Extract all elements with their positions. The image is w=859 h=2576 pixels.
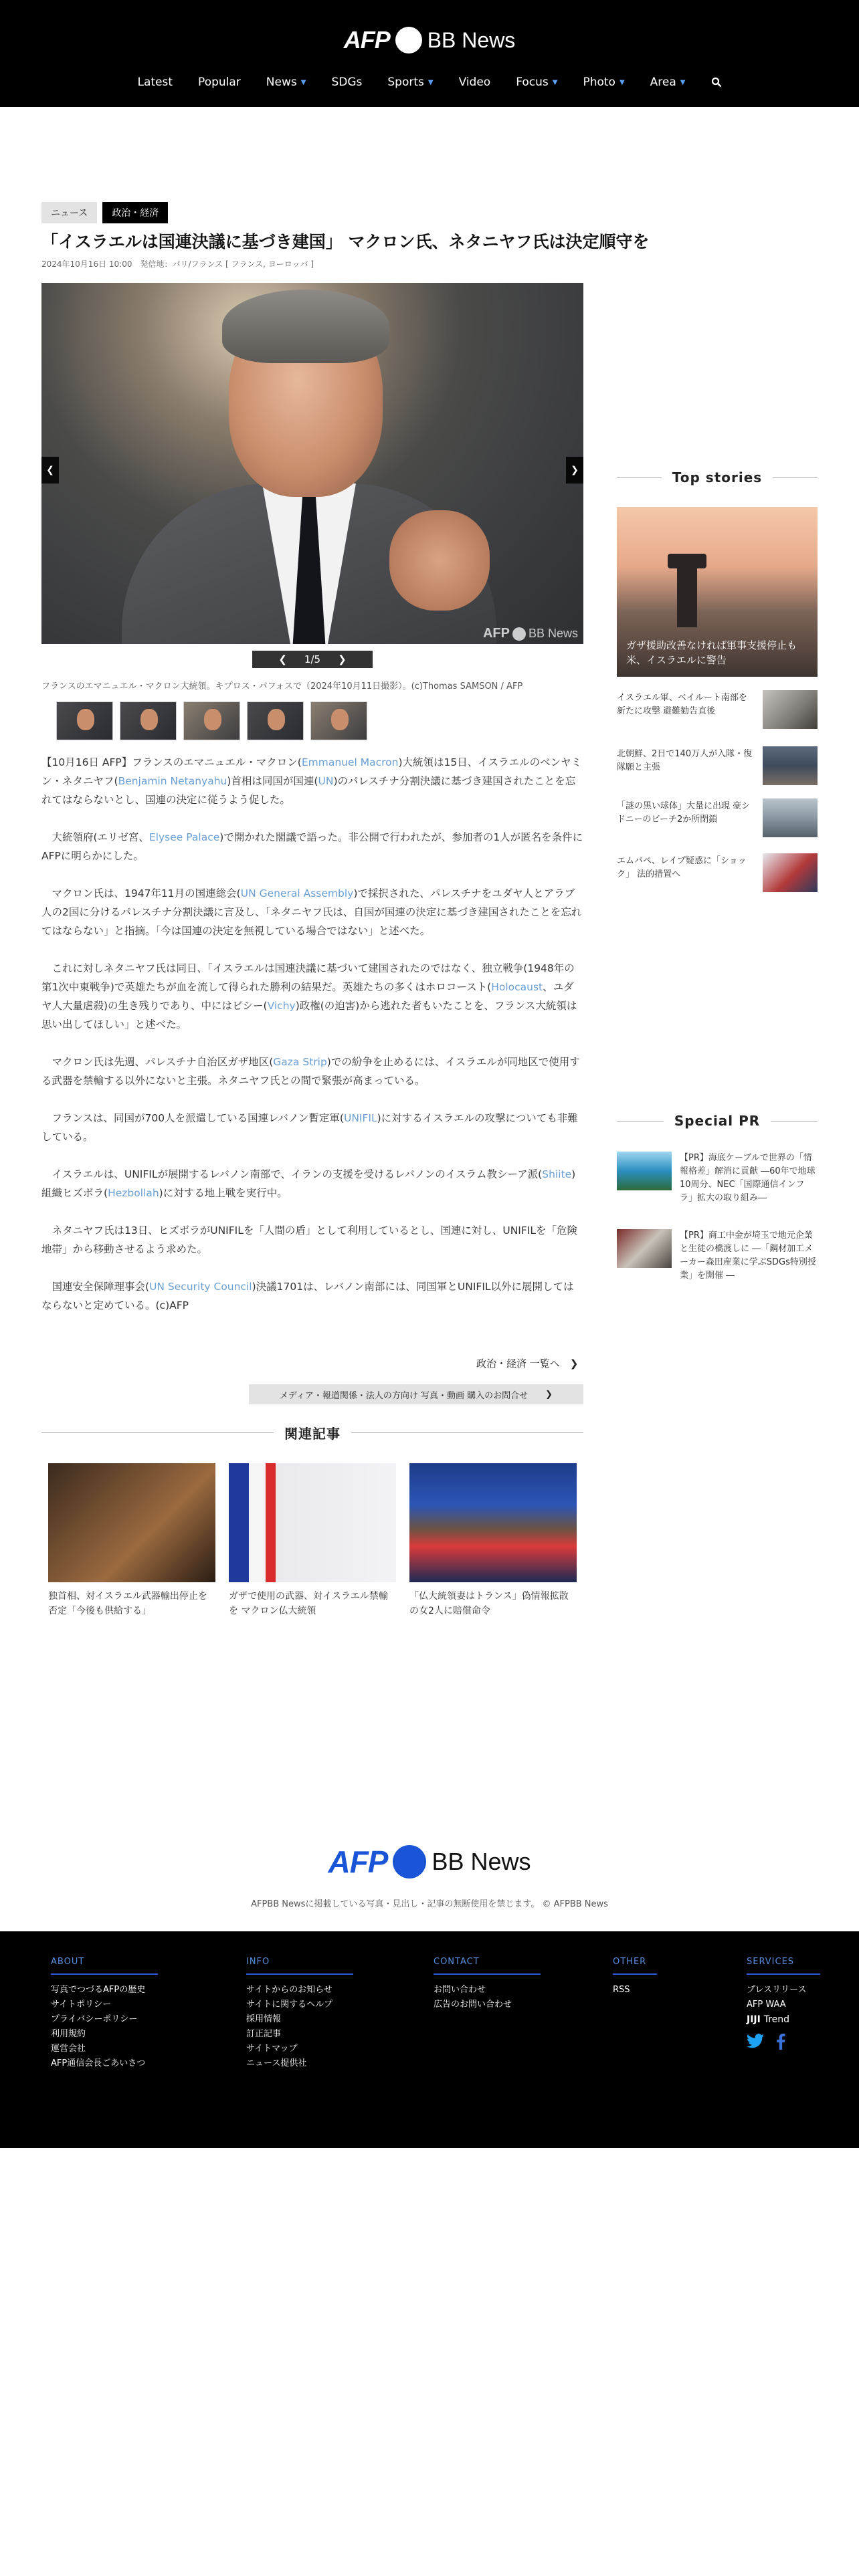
article-photo — [41, 283, 583, 644]
english-term-link[interactable]: Gaza Strip — [273, 1056, 327, 1068]
paragraph-text: フランスは、同国が700人を派遣している国連レバノン暫定軍( — [52, 1112, 344, 1124]
paragraph-text: )に対する地上戦を実行中。 — [159, 1187, 288, 1199]
footer-link[interactable]: サイトに関するヘルプ — [246, 2000, 333, 2010]
english-term-link[interactable]: Benjamin Netanyahu — [118, 775, 227, 787]
english-term-link[interactable]: UN — [318, 775, 334, 787]
paragraph-text: 国連安全保障理事会( — [52, 1281, 150, 1293]
paragraph-text: )での紛争を止めるには、イスラエルが同地区で使用する武器を禁輸する以外にないと主張。ネタニヤフ氏との間で緊張が高まっている。 — [41, 1056, 580, 1087]
search-icon[interactable] — [711, 77, 722, 88]
footer-column-contact — [434, 1957, 541, 2012]
article-paragraph — [41, 828, 583, 865]
divider — [351, 1432, 583, 1433]
more-link-label: 政治・経済 一覧へ — [476, 1358, 560, 1370]
footer-link[interactable]: サイトからのお知らせ — [246, 1985, 332, 1995]
social-links — [747, 2034, 820, 2052]
paragraph-text: )のパレスチナ分割決議に基づき建国されたことを忘れてはならないとし、国連の決定に従うよう促した。 — [41, 775, 576, 806]
photo-thumbnail[interactable] — [247, 702, 304, 740]
footer-heading: ABOUT — [51, 1957, 158, 1975]
top-story-title: エムバペ、レイプ疑惑に「ショック」 法的措置へ — [617, 856, 747, 879]
related-article[interactable] — [229, 1463, 396, 1618]
article-paragraph — [41, 1165, 583, 1202]
related-heading — [41, 1423, 583, 1442]
pr-title: 【PR】海底ケーブルで世界の「情報格差」解消に貢献 ―60年で地球10周分、NEC「国際通信インフラ」拡大の取り組み― — [680, 1153, 816, 1203]
article-title: 「イスラエルは国連決議に基づき建国」 マクロン氏、ネタニヤフ氏は決定順守を — [41, 232, 650, 251]
nav-photo[interactable] — [583, 76, 624, 89]
slide-prev-button[interactable] — [41, 457, 59, 484]
photo-pager — [252, 651, 373, 668]
related-article[interactable] — [409, 1463, 577, 1618]
tag-politics-economy[interactable]: 政治・経済 — [102, 202, 168, 223]
pr-image — [617, 1229, 672, 1268]
article-paragraph — [41, 884, 583, 940]
article-paragraph — [41, 1053, 583, 1090]
english-term-link[interactable]: Holocaust — [491, 981, 543, 993]
chevron-down-icon: ▼ — [619, 78, 625, 86]
article-body — [41, 753, 583, 1333]
slide-next-button[interactable] — [566, 457, 583, 484]
purchase-inquiry-button[interactable] — [249, 1384, 583, 1404]
photo-thumbnails — [56, 702, 367, 740]
watermark-bb: BB News — [528, 627, 578, 640]
footer-logo-dot — [393, 1845, 426, 1879]
paragraph-text: これに対しネタニヤフ氏は同日、「イスラエルは国連決議に基づいて建国されたのではなく、独立戦争(1948年の第1次中東戦争)で英雄たちが血を流して得られた勝利の結果だ。英雄たちの多くはホロコースト( — [41, 962, 575, 993]
paragraph-text: 大統領府(エリゼ宮、 — [52, 831, 149, 843]
footer-link[interactable]: 訂正記事 — [246, 2029, 282, 2039]
related-heading-label: 関連記事 — [284, 1426, 341, 1442]
paragraph-text: 、ユダヤ人大量虐殺)の生き残りであり、中にはビシー( — [41, 981, 574, 1012]
footer-heading: SERVICES — [747, 1957, 820, 1975]
special-pr-heading — [617, 1113, 818, 1129]
footer-link[interactable]: AFP通信会長ごあいさつ — [51, 2058, 146, 2068]
article-paragraph — [41, 1109, 583, 1146]
top-stories-label: Top stories — [672, 469, 763, 486]
watermark-dot — [512, 627, 526, 641]
footer-link[interactable]: サイトマップ — [246, 2044, 298, 2054]
article-paragraph — [41, 959, 583, 1034]
footer-link[interactable]: 採用情報 — [246, 2014, 282, 2024]
english-term-link[interactable]: UN Security Council — [149, 1281, 252, 1293]
footer-link[interactable]: サイトポリシー — [51, 2000, 112, 2010]
pr-image — [617, 1152, 672, 1190]
footer-column-about — [51, 1957, 158, 2071]
paragraph-text: イスラエルは、UNIFILが展開するレバノン南部で、イランの支援を受けるレバノンのイスラム教シーア派( — [52, 1168, 543, 1180]
chevron-right-icon: ❯ — [571, 465, 579, 475]
photo-thumbnail[interactable] — [183, 702, 240, 740]
top-story-title: イスラエル軍、ベイルート南部を新たに攻撃 避難勧告直後 — [617, 693, 747, 716]
footer-link[interactable]: 写真でつづるAFPの歴史 — [51, 1985, 146, 1995]
footer-heading: OTHER — [613, 1957, 657, 1975]
related-title: ガザで使用の武器、対イスラエル禁輸を マクロン仏大統領 — [229, 1591, 388, 1616]
copyright-notice: AFPBB Newsに掲載している写真・見出し・記事の無断使用を禁じます。 © AFPBB News — [251, 1899, 608, 1909]
top-story-image — [763, 746, 818, 785]
nav-label: Latest — [137, 76, 173, 89]
facebook-icon[interactable] — [776, 2034, 785, 2052]
footer-heading: CONTACT — [434, 1957, 541, 1975]
footer-link[interactable]: プレスリリース — [747, 1985, 807, 1995]
nav-label: Focus — [516, 76, 549, 89]
nav-label: Area — [650, 76, 676, 89]
top-story-image — [763, 798, 818, 837]
logo-dot — [395, 27, 422, 53]
chevron-right-icon: ❯ — [545, 1389, 553, 1400]
chevron-down-icon: ▼ — [427, 78, 434, 86]
nav-sdgs[interactable] — [331, 76, 362, 89]
footer-link[interactable]: 広告のお問い合わせ — [434, 2000, 512, 2010]
photo-thumbnail[interactable] — [310, 702, 367, 740]
paragraph-text: )で採択された、パレスチナをユダヤ人とアラブ人の2国に分けるパレスチナ分割決議に言及し、「ネタニヤフ氏は、自国が国連の決定に基づき建国されたことを忘れてはならない」と指摘。「今は国連の決定を無視している場合ではない」と述べた。 — [41, 887, 582, 937]
divider — [773, 477, 818, 478]
chevron-right-icon: ❯ — [569, 1358, 579, 1370]
divider — [617, 477, 662, 478]
feature-image-tower — [677, 554, 697, 627]
article-meta: 2024年10月16日 10:00 発信地：パリ/フランス [ フランス, ヨーロッパ ] — [41, 259, 314, 269]
paragraph-text: )首相は同国が国連( — [227, 775, 318, 787]
photo-figure-hand — [389, 510, 490, 611]
english-term-link[interactable]: Vichy — [267, 1000, 296, 1012]
nav-video[interactable] — [459, 76, 491, 89]
top-story-item[interactable] — [617, 690, 818, 732]
footer-link[interactable]: ニュース提供社 — [246, 2058, 307, 2068]
pager-next-icon[interactable]: ❯ — [338, 653, 347, 665]
nav-focus[interactable] — [516, 76, 557, 89]
chevron-down-icon: ▼ — [680, 78, 686, 86]
logo-afp-text: AFP — [343, 26, 390, 53]
nav-area[interactable] — [650, 76, 686, 89]
footer-logo[interactable] — [0, 1842, 859, 1882]
article-tags — [41, 202, 168, 223]
english-term-link[interactable]: Elysee Palace — [149, 831, 220, 843]
paragraph-text: )組織ヒズボラ( — [41, 1168, 576, 1199]
paragraph-text: )で開かれた閣議で語った。非公開で行われたが、参加者の1人が匿名を条件にAFPに明らかにした。 — [41, 831, 583, 862]
paragraph-text: )政権(の迫害)から逃れた者もいたことを、フランス大統領は思い出してほしい」と述べた。 — [41, 1000, 577, 1031]
top-story-image — [763, 690, 818, 729]
paragraph-text: 【10月16日 AFP】フランスのエマニュエル・マクロン( — [41, 756, 302, 768]
footer-column-services — [747, 1957, 820, 2052]
nav-label: Video — [458, 76, 491, 89]
footer-link[interactable]: お問い合わせ — [434, 1985, 486, 1995]
nav-label: SDGs — [331, 76, 363, 89]
footer-link[interactable]: 利用規約 — [51, 2029, 86, 2039]
nav-label: Photo — [583, 76, 615, 89]
nav-label: News — [266, 76, 297, 89]
watermark-afp: AFP — [482, 626, 510, 641]
footer-logo-afp: AFP — [328, 1844, 388, 1879]
tag-news[interactable]: ニュース — [41, 202, 97, 223]
photo-watermark — [483, 626, 578, 641]
feature-caption: ガザ援助改善なければ軍事支援停止も 米、イスラエルに警告 — [626, 639, 797, 666]
chevron-down-icon: ▼ — [300, 78, 306, 86]
logo-bb-text: BB News — [427, 27, 516, 52]
twitter-icon[interactable] — [747, 2034, 764, 2052]
related-image — [229, 1463, 396, 1582]
jiji-bold: JIJI — [747, 2014, 761, 2025]
top-story-title: 北朝鮮、2日で140万人が入隊・復隊願と主張 — [617, 749, 753, 772]
english-term-link[interactable]: UN General Assembly — [240, 887, 354, 899]
footer-link[interactable]: プライバシーポリシー — [51, 2014, 138, 2024]
photo-thumbnail[interactable] — [56, 702, 113, 740]
top-story-item[interactable] — [617, 746, 818, 788]
paragraph-text: )大統領は15日、イスラエルのベンヤミン・ネタニヤフ( — [41, 756, 582, 787]
paragraph-text: マクロン氏は、1947年11月の国連総会( — [52, 887, 241, 899]
related-title: 「仏大統領妻はトランス」偽情報拡散の女2人に賠償命令 — [409, 1591, 569, 1616]
pr-item[interactable] — [617, 1152, 818, 1203]
site-logo[interactable] — [0, 23, 859, 58]
chevron-left-icon: ❮ — [46, 465, 54, 475]
site-footer — [0, 1931, 859, 2148]
special-pr-label: Special PR — [674, 1113, 761, 1129]
top-story-title: 「謎の黒い球体」大量に出現 豪シドニーのビーチ2か所閉鎖 — [617, 801, 751, 825]
footer-link[interactable]: AFP WAA — [747, 2000, 786, 2010]
footer-link-rss[interactable]: RSS — [613, 1985, 630, 1995]
jiji-rest: Trend — [763, 2014, 790, 2025]
photo-figure-hair — [222, 290, 389, 363]
footer-logo-bb: BB News — [432, 1848, 531, 1875]
related-article[interactable] — [48, 1463, 215, 1618]
pager-prev-icon[interactable]: ❮ — [278, 653, 287, 665]
nav-label: Sports — [387, 76, 424, 89]
article-paragraph — [41, 1277, 583, 1315]
photo-thumbnail[interactable] — [120, 702, 177, 740]
nav-latest[interactable] — [138, 76, 173, 89]
related-image — [48, 1463, 215, 1582]
paragraph-text: マクロン氏は先週、パレスチナ自治区ガザ地区( — [52, 1056, 274, 1068]
divider — [41, 1432, 274, 1433]
nav-sports[interactable] — [387, 76, 433, 89]
english-term-link[interactable]: Hezbollah — [108, 1187, 159, 1199]
top-story-item[interactable] — [617, 798, 818, 840]
english-term-link[interactable]: Emmanuel Macron — [301, 756, 399, 768]
paragraph-text: )に対するイスラエルの攻撃についても非難している。 — [41, 1112, 578, 1143]
top-story-image — [763, 853, 818, 892]
footer-column-info — [246, 1957, 353, 2071]
top-stories-heading — [617, 469, 818, 486]
paragraph-text: ネタニヤフ氏は13日、ヒズボラがUNIFILを「人間の盾」として利用しているとし、国連に対し、UNIFILを「危険地帯」から移動させるよう求めた。 — [41, 1224, 577, 1255]
nav-popular[interactable] — [198, 76, 241, 89]
footer-column-other — [613, 1957, 657, 1998]
related-title: 独首相、対イスラエル武器輸出停止を否定「今後も供給する」 — [48, 1591, 207, 1616]
pr-item[interactable] — [617, 1229, 818, 1281]
contact-bar-label: メディア・報道関係・法人の方向け 写真・動画 購入のお問合せ — [279, 1390, 529, 1401]
related-image — [409, 1463, 577, 1582]
article-paragraph — [41, 1221, 583, 1259]
footer-link[interactable]: 運営会社 — [51, 2044, 86, 2054]
footer-heading: INFO — [246, 1957, 353, 1975]
jiji-trend-link[interactable] — [747, 2012, 820, 2027]
site-header — [0, 0, 859, 107]
pager-count: 1/5 — [304, 653, 321, 665]
paragraph-text: )決議1701は、レバノン南部には、同国軍とUNIFIL以外に展開してはならないと定めている。(c)AFP — [41, 1281, 574, 1311]
nav-news[interactable] — [266, 76, 306, 89]
top-story-item[interactable] — [617, 853, 818, 895]
english-term-link[interactable]: Shiite — [542, 1168, 572, 1180]
photo-caption: フランスのエマニュエル・マクロン大統領。キプロス・パフォスで（2024年10月11日撮影）。(c)Thomas SAMSON / AFP — [41, 681, 523, 691]
pr-title: 【PR】商工中金が埼玉で地元企業と生徒の橋渡しに ―「鋼材加工メーカー森田産業に学ぶSDGs特別授業」を開催 ― — [680, 1230, 816, 1281]
main-nav — [0, 72, 859, 92]
category-list-link[interactable] — [476, 1356, 578, 1370]
english-term-link[interactable]: UNIFIL — [343, 1112, 377, 1124]
top-story-feature[interactable] — [617, 507, 818, 677]
chevron-down-icon: ▼ — [552, 78, 558, 86]
article-paragraph — [41, 753, 583, 809]
nav-label: Popular — [198, 76, 241, 89]
